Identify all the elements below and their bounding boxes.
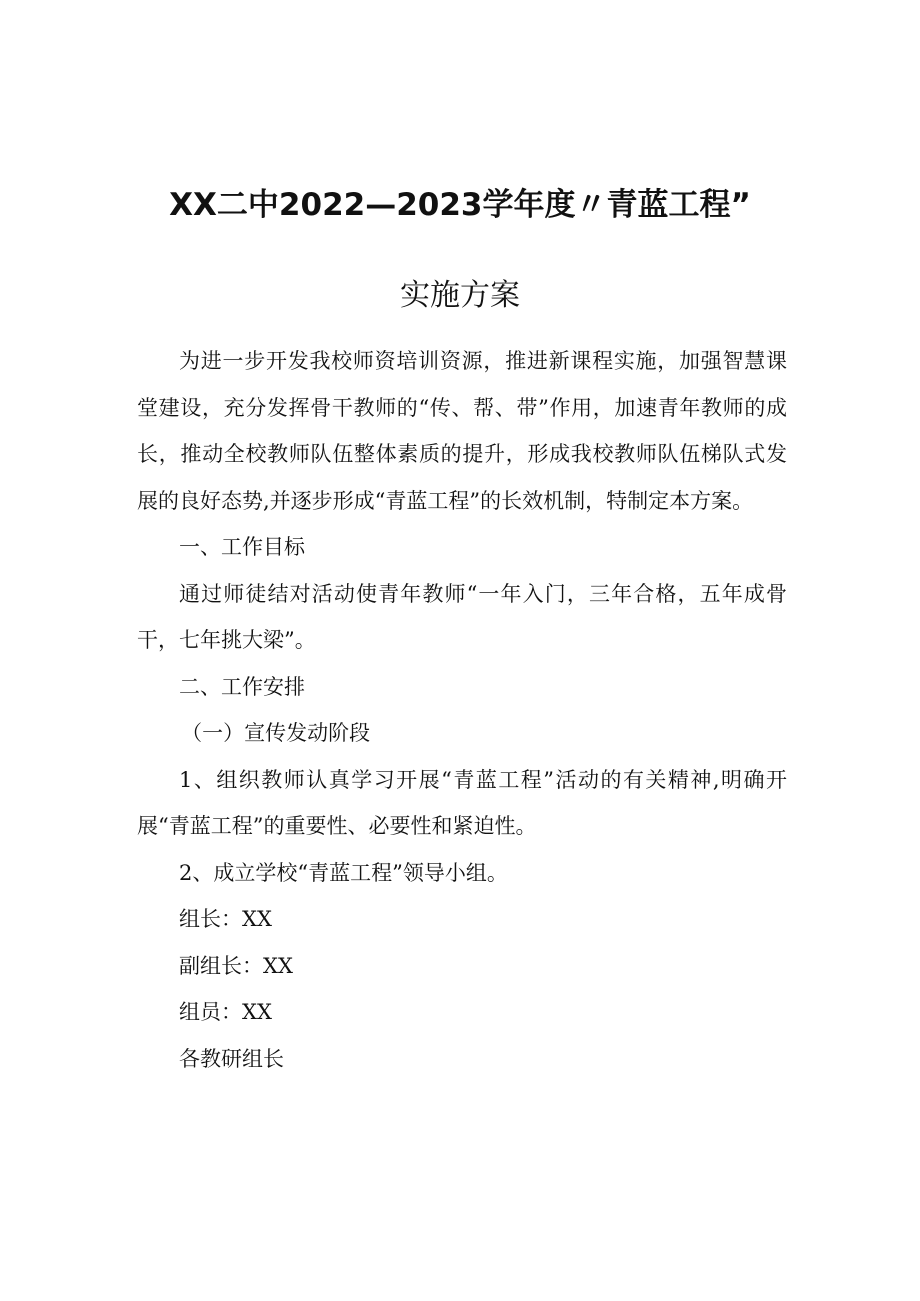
goals-paragraph: 通过师徒结对活动使青年教师“一年入门，三年合格，五年成骨干，七年挑大梁”。	[137, 581, 787, 652]
item-1-paragraph: 1、组织教师认真学习开展“青蓝工程”活动的有关精神,明确开展“青蓝工程”的重要性、必要性和紧迫性。	[137, 767, 787, 838]
section-heading-arrangement: 二、工作安排	[179, 674, 305, 699]
document-body	[137, 338, 787, 1082]
intro-paragraph: 为进一步开发我校师资培训资源，推进新课程实施，加强智慧课堂建设，充分发挥骨干教师的“传、帮、带”作用，加速青年教师的成长，推动全校教师队伍整体素质的提升，形成我校教师队伍梯队式发展的良好态势,并逐步形成“青蓝工程”的长效机制，特制定本方案。	[137, 349, 787, 513]
subsection-heading-publicity: （一）宣传发动阶段	[181, 721, 371, 745]
members-line: 组员：XX	[179, 1000, 272, 1024]
document-title: XX二中2022—2023学年度〃青蓝工程”	[169, 187, 751, 223]
item-2-paragraph: 2、成立学校“青蓝工程”领导小组。	[179, 860, 508, 885]
deputy-leader-line: 副组长：XX	[179, 953, 293, 978]
research-group-leaders-line: 各教研组长	[179, 1046, 284, 1071]
document-subtitle: 实施方案	[400, 278, 520, 313]
leader-line: 组长：XX	[179, 907, 272, 931]
section-heading-goals: 一、工作目标	[179, 535, 305, 559]
